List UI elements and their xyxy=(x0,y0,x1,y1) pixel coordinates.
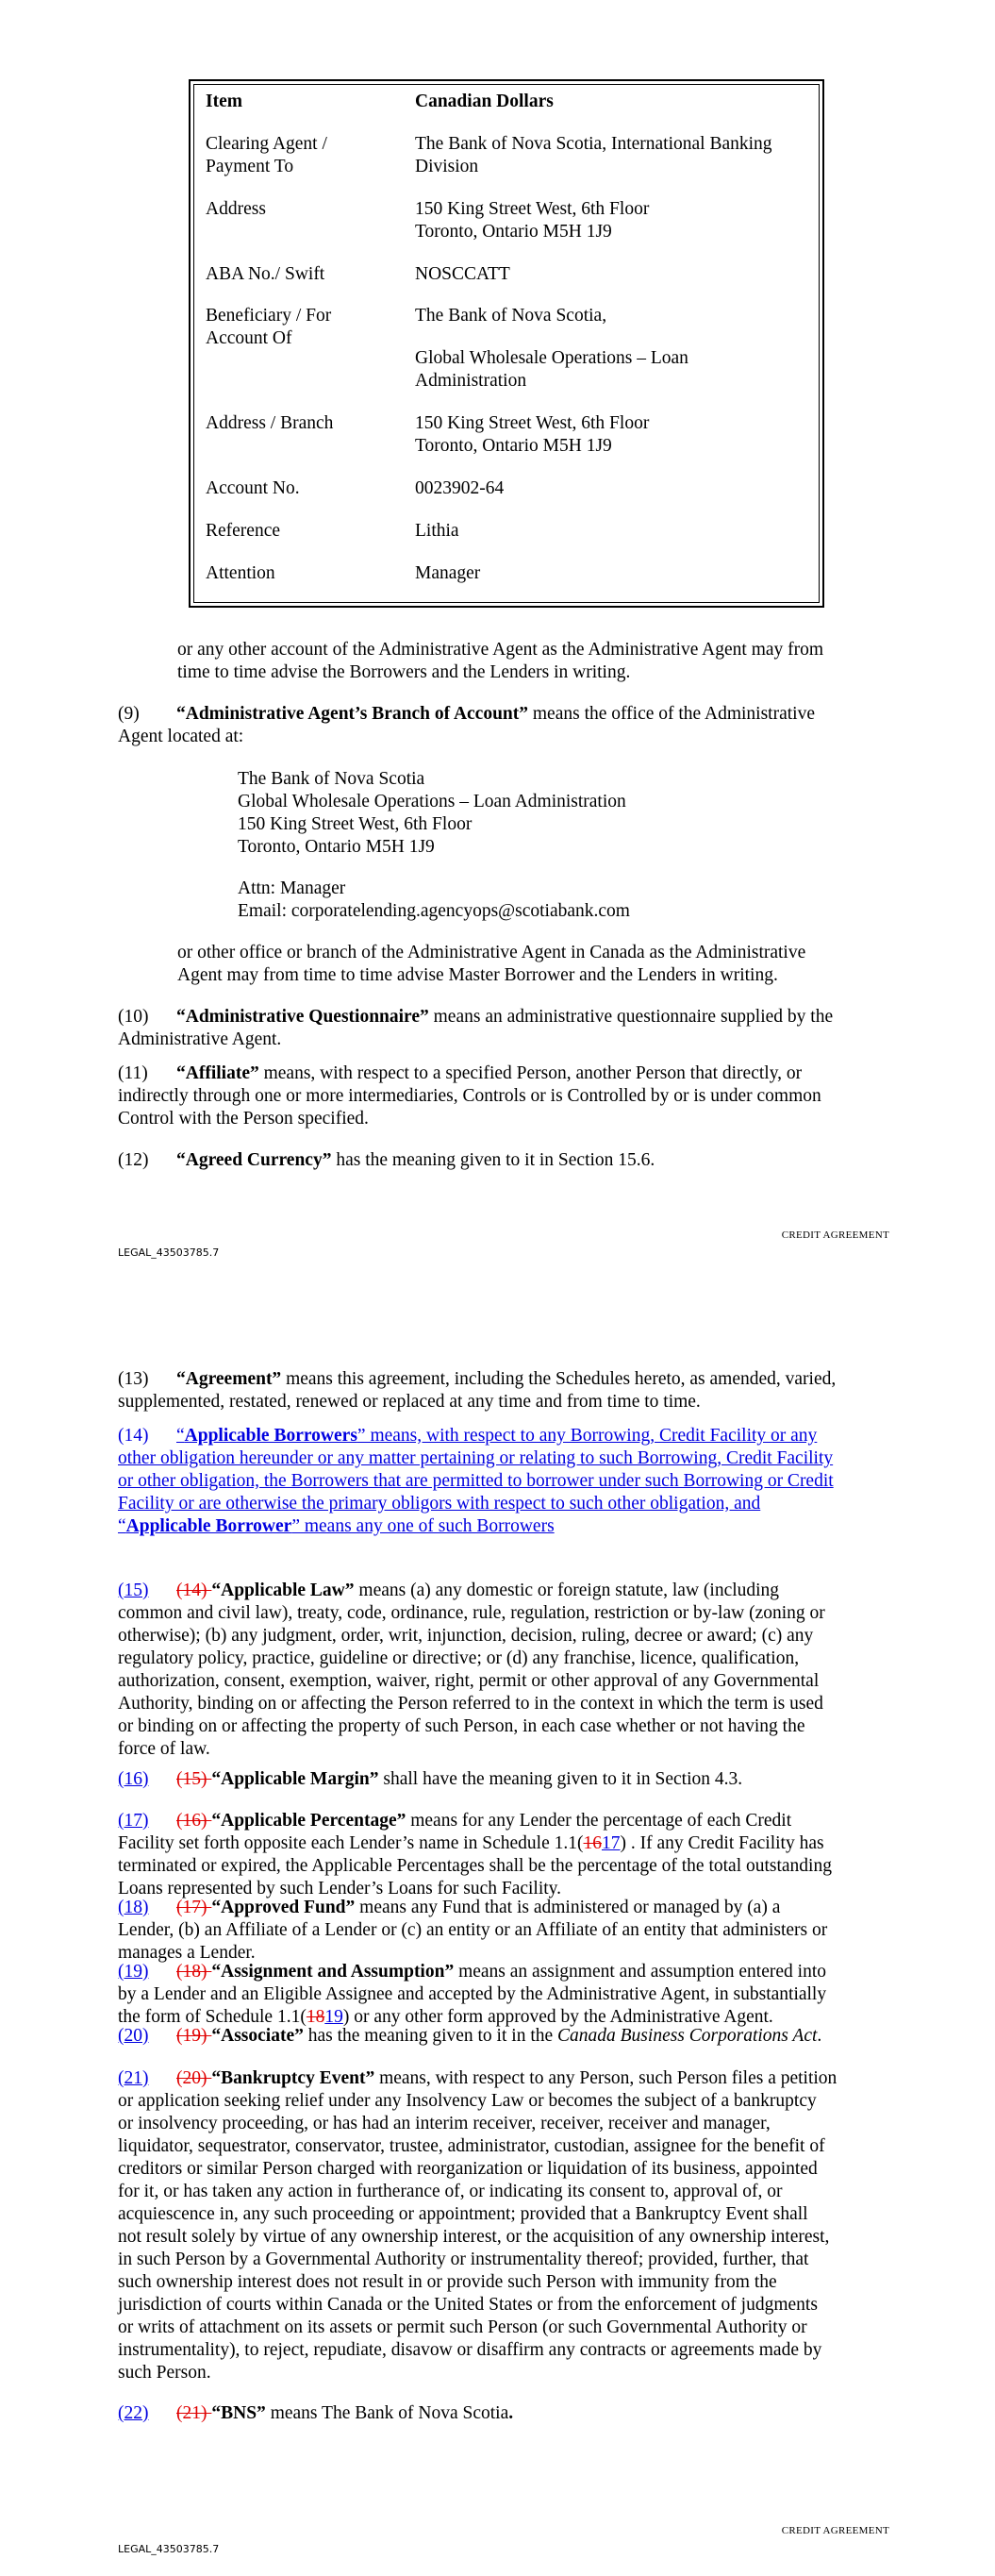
payment-details-table xyxy=(189,79,824,608)
definition-22: (22) (21) “BNS” means The Bank of Nova Scotia. xyxy=(118,2403,514,2423)
definition-19: (19) (18) “Assignment and Assumption” means an assignment and assumption entered into by a Lender and an Eligible Assignee and accepted by the Administrative Agent, in substantially the form of Schedule 1.1(1819) or any other form approved by the Administrative Agent. xyxy=(118,1962,827,2027)
table-cell: Address xyxy=(206,199,266,219)
table-cell: Global Wholesale Operations – Loan xyxy=(415,348,688,368)
table-cell: 150 King Street West, 6th Floor xyxy=(415,413,650,433)
table-cell: Attention xyxy=(206,563,275,583)
after-table-text: or any other account of the Administrative Agent as the Administrative Agent may from time to time advise the Borrowers and the Lenders in writing. xyxy=(177,640,824,682)
definition-21: (21) (20) “Bankruptcy Event” means, with respect to any Person, such Person files a petition or application seeking relief under any Insolvency Law or becomes the subject of a bankruptcy or insolvency proceeding, or has had an interim receiver, receiver, receiver and manager, liquidator, sequestrator, conservator, trustee, administrator, custodian, assignee for the benefit of creditors or similar Person charged with reorganization or liquidation of its business, appointed for it, or has taken any action in furtherance of, or indicating its consent to, approval of, or acquiescence in, any such proceeding or appointment; provided that a Bankruptcy Event shall not result solely by virtue of any ownership interest, or the acquisition of any ownership interest, in such Person by a Governmental Authority or instrumentality thereof; provided, further, that such ownership interest does not result in or provide such Person with immunity from the jurisdiction of courts within Canada or the United States or from the enforcement of judgments or writs of attachment on its assets or permit such Person (or such Governmental Authority or instrumentality), to reject, repudiate, disavow or disaffirm any contracts or agreements made by such Person. xyxy=(118,2068,837,2383)
table-cell: 0023902-64 xyxy=(415,478,505,498)
agent-address: The Bank of Nova Scotia Global Wholesale Operations – Loan Administration 150 King Street West, 6th Floor Toronto, Ontario M5H 1J9 xyxy=(238,769,626,857)
table-cell: Clearing Agent / xyxy=(206,134,327,154)
table-cell: Toronto, Ontario M5H 1J9 xyxy=(415,436,612,456)
footer-credit-agreement: CREDIT AGREEMENT xyxy=(781,2525,889,2536)
definition-12: (12) “Agreed Currency” has the meaning given to it in Section 15.6. xyxy=(118,1150,655,1170)
table-cell: Payment To xyxy=(206,157,294,176)
footer-credit-agreement: CREDIT AGREEMENT xyxy=(781,1229,889,1241)
table-header-item: Item xyxy=(206,92,242,111)
definition-16: (16) (15) “Applicable Margin” shall have the meaning given to it in Section 4.3. xyxy=(118,1769,743,1789)
table-cell: Administration xyxy=(415,371,527,391)
table-cell: Toronto, Ontario M5H 1J9 xyxy=(415,222,612,242)
page-2 xyxy=(0,1274,995,2576)
footer-legal-id: LEGAL_43503785.7 xyxy=(118,1246,220,1259)
definition-13: (13) “Agreement” means this agreement, including the Schedules hereto, as amended, varied, supplemented, restated, renewed or replaced at any time and from time to time. xyxy=(118,1369,837,1412)
table-cell: Account No. xyxy=(206,478,300,498)
table-cell: Manager xyxy=(415,563,481,583)
definition-17: (17) (16) “Applicable Percentage” means for any Lender the percentage of each Credit Facility set forth opposite each Lender’s name in Schedule 1.1(1617) . If any Credit Facility has terminated or expired, the Applicable Percentages shall be the percentage of the total outstanding Loans represented by such Lender’s Loans for such Facility. xyxy=(118,1811,832,1899)
table-header-value: Canadian Dollars xyxy=(415,92,554,111)
table-cell: Beneficiary / For xyxy=(206,306,332,326)
table-cell: Lithia xyxy=(415,521,459,541)
table-cell: Division xyxy=(415,157,479,176)
table-cell: Reference xyxy=(206,521,281,541)
table-cell: Address / Branch xyxy=(206,413,334,433)
footer-legal-id: LEGAL_43503785.7 xyxy=(118,2543,220,2555)
definition-14-inserted: (14) “Applicable Borrowers” means, with respect to any Borrowing, Credit Facility or any other obligation hereunder or any matter pertaining or relating to such Borrowing, Credit Facility or other obligation, the Borrowers that are permitted to borrower under such Borrowing or Credit Facility or are otherwise the primary obligors with respect to such other obligation, and “Applicable Borrower” means any one of such Borrowers xyxy=(118,1426,834,1536)
table-cell: The Bank of Nova Scotia, xyxy=(415,306,607,326)
after-address-text: or other office or branch of the Administrative Agent in Canada as the Administrative Agent may from time to time advise Master Borrower and the Lenders in writing. xyxy=(177,943,806,985)
table-cell: Account Of xyxy=(206,328,292,348)
agent-attention: Attn: Manager Email: corporatelending.agencyops@scotiabank.com xyxy=(238,878,630,921)
table-cell: NOSCCATT xyxy=(415,264,510,284)
definition-18: (18) (17) “Approved Fund” means any Fund that is administered or managed by (a) a Lender, (b) an Affiliate of a Lender or (c) an entity or an Affiliate of an entity that administers or manages a Lender. xyxy=(118,1898,828,1963)
table-cell: The Bank of Nova Scotia, International Banking xyxy=(415,134,772,154)
definition-15: (15) (14) “Applicable Law” means (a) any domestic or foreign statute, law (including common and civil law), treaty, code, ordinance, rule, regulation, restriction or by-law (zoning or otherwise); (b) any judgment, order, writ, injunction, decision, ruling, decree or award; (c) any regulatory policy, practice, guideline or directive; or (d) any franchise, licence, qualification, authorization, consent, exemption, waiver, right, permit or other approval of any Governmental Authority, binding on or affecting the Person referred to in the context in which the term is used or binding on or affecting the property of such Person, in each case whether or not having the force of law. xyxy=(118,1581,825,1759)
definition-11: (11) “Affiliate” means, with respect to a specified Person, another Person that directly, or indirectly through one or more intermediaries, Controls or is Controlled by or is under common Control with the Person specified. xyxy=(118,1063,821,1129)
table-cell: ABA No./ Swift xyxy=(206,264,325,284)
definition-20: (20) (19) “Associate” has the meaning given to it in the Canada Business Corporations Act. xyxy=(118,2026,822,2046)
definition-10: (10) “Administrative Questionnaire” means an administrative questionnaire supplied by the Administrative Agent. xyxy=(118,1007,834,1049)
page-1 xyxy=(0,0,995,1274)
table-cell: 150 King Street West, 6th Floor xyxy=(415,199,650,219)
definition-9: (9) “Administrative Agent’s Branch of Account” means the office of the Administrative Agent located at: xyxy=(118,704,815,746)
